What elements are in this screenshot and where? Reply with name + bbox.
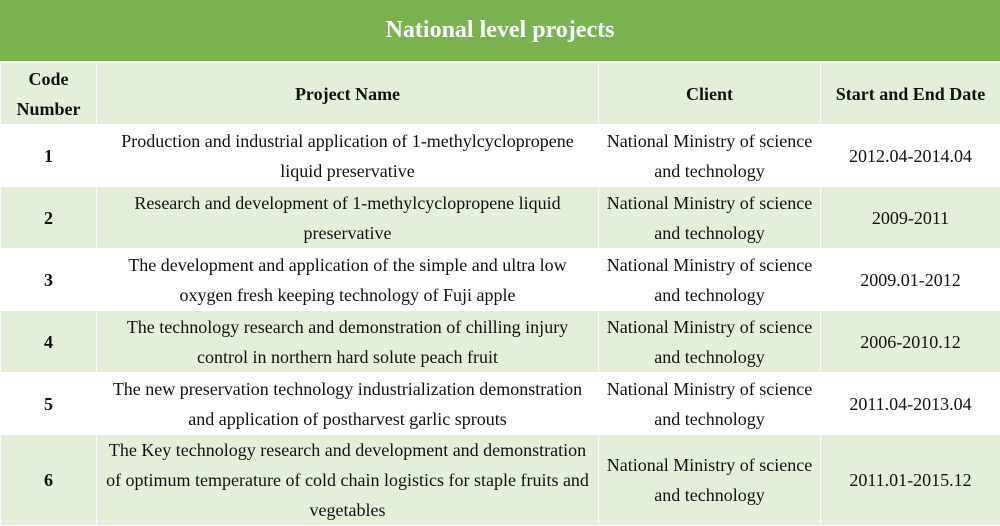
table-row [1, 249, 1000, 311]
code-cell: 1 [1, 125, 97, 187]
date-cell: 2012.04-2014.04 [821, 125, 1000, 187]
table-title: National level projects [0, 0, 1000, 62]
date-cell: 2006-2010.12 [821, 311, 1000, 373]
client-cell: National Ministry of science and technology [599, 373, 821, 435]
table-row [1, 373, 1000, 435]
code-cell: 4 [1, 311, 97, 373]
header-client: Client [599, 63, 821, 125]
project-name-cell: The Key technology research and development and demonstration of optimum temperature of cold chain logistics for staple fruits and vegetables [97, 435, 599, 526]
project-name-cell: Production and industrial application of 1-methylcyclopropene liquid preservative [97, 125, 599, 187]
code-cell: 2 [1, 187, 97, 249]
client-cell: National Ministry of science and technology [599, 435, 821, 526]
projects-table [0, 62, 1000, 526]
table-row [1, 435, 1000, 526]
date-cell: 2009.01-2012 [821, 249, 1000, 311]
client-cell: National Ministry of science and technology [599, 311, 821, 373]
code-cell: 5 [1, 373, 97, 435]
header-row [1, 63, 1000, 125]
project-name-cell: The new preservation technology industrialization demonstration and application of postharvest garlic sprouts [97, 373, 599, 435]
project-name-cell: The development and application of the simple and ultra low oxygen fresh keeping technology of Fuji apple [97, 249, 599, 311]
date-cell: 2011.04-2013.04 [821, 373, 1000, 435]
code-cell: 6 [1, 435, 97, 526]
table-row [1, 187, 1000, 249]
table-row [1, 125, 1000, 187]
date-cell: 2009-2011 [821, 187, 1000, 249]
client-cell: National Ministry of science and technology [599, 125, 821, 187]
table-row [1, 311, 1000, 373]
header-code-number: Code Number [1, 63, 97, 125]
project-name-cell: The technology research and demonstration of chilling injury control in northern hard solute peach fruit [97, 311, 599, 373]
header-start-end-date: Start and End Date [821, 63, 1000, 125]
project-name-cell: Research and development of 1-methylcyclopropene liquid preservative [97, 187, 599, 249]
client-cell: National Ministry of science and technology [599, 249, 821, 311]
date-cell: 2011.01-2015.12 [821, 435, 1000, 526]
client-cell: National Ministry of science and technology [599, 187, 821, 249]
code-cell: 3 [1, 249, 97, 311]
header-project-name: Project Name [97, 63, 599, 125]
